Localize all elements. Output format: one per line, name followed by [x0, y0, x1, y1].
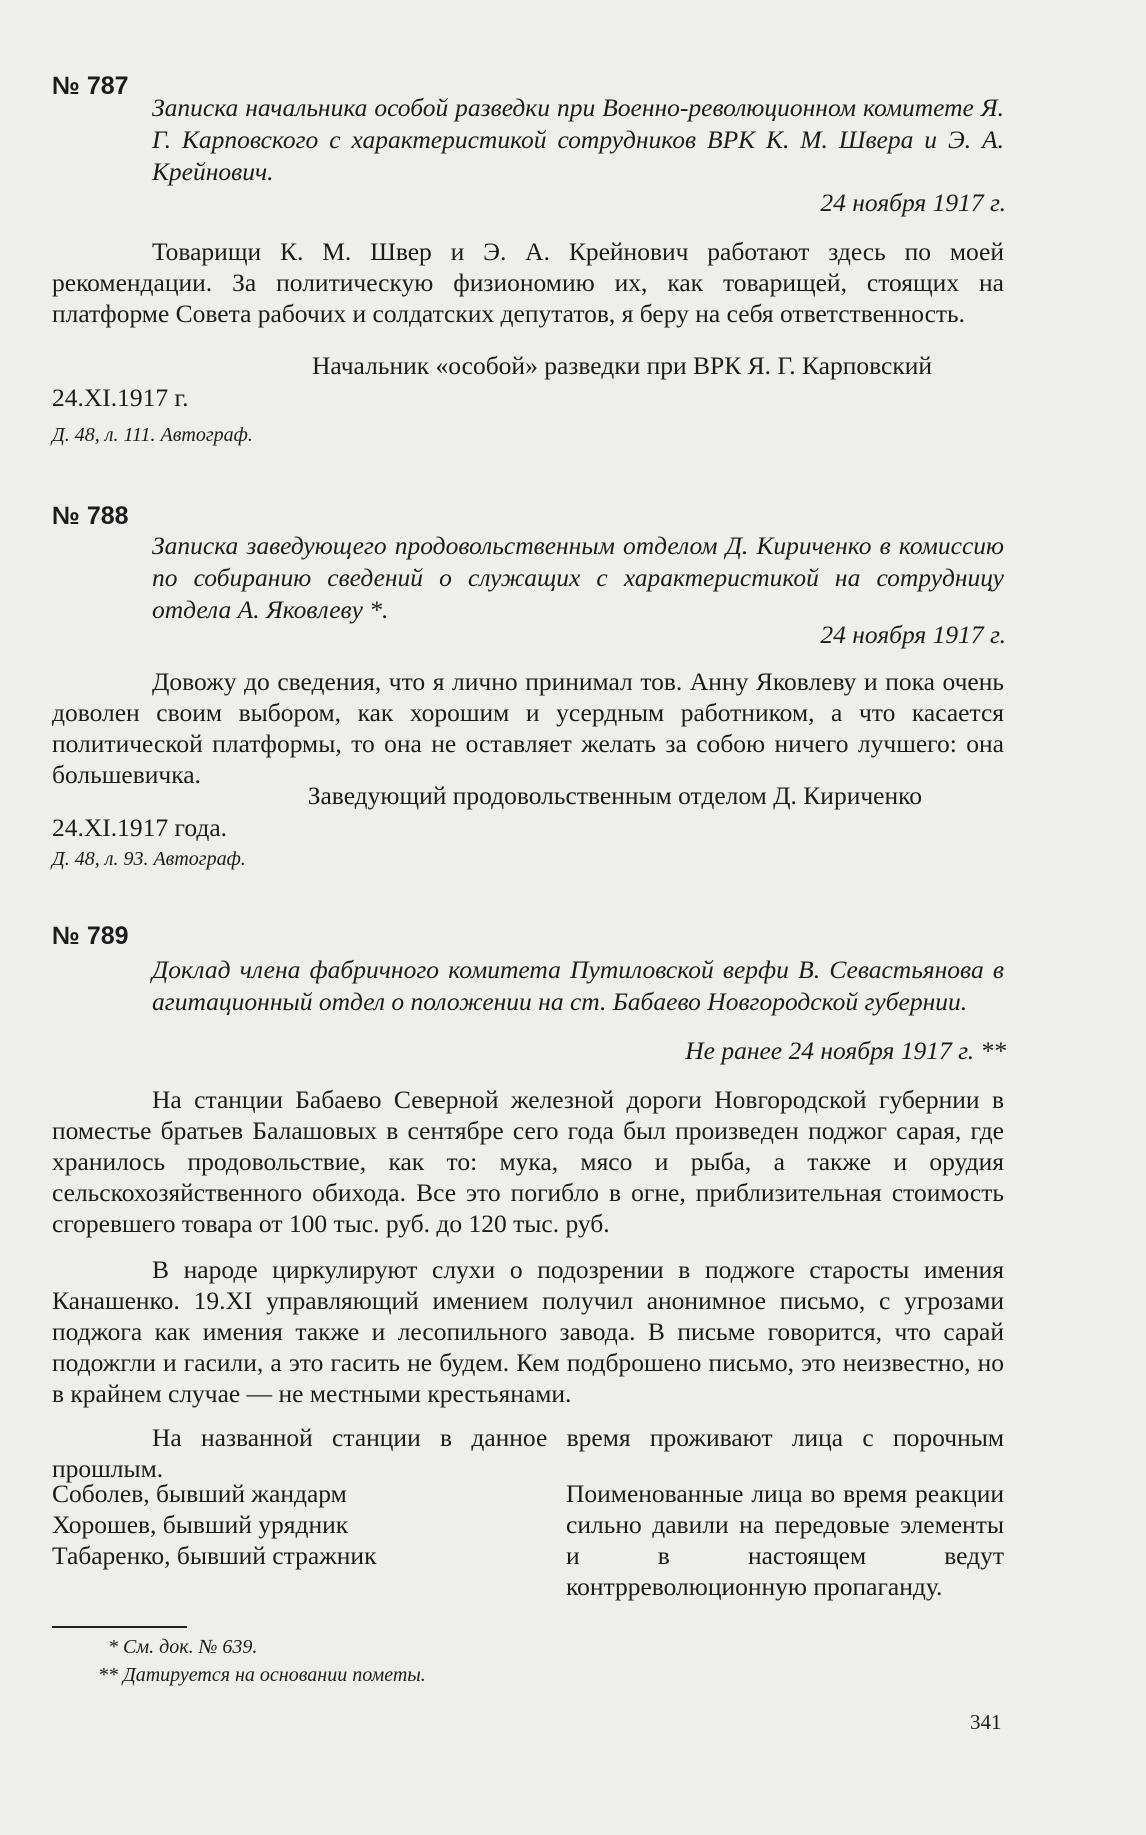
person-item: Хорошев, бывший урядник	[52, 1510, 349, 1539]
doc-788-heading: Записка заведующего продовольственным отделом Д. Кириченко в комиссию по собиранию сведений о служащих с характеристикой на сотрудницу отдела А. Яковлеву *.	[152, 531, 1004, 624]
doc-787-date: 24 ноября 1917 г.	[820, 188, 1006, 217]
doc-787-signed-date: 24.XI.1917 г.	[52, 383, 189, 412]
doc-788-date: 24 ноября 1917 г.	[820, 620, 1006, 649]
footnote-2	[98, 1664, 426, 1687]
doc-787-heading: Записка начальника особой разведки при Военно-революционном комитете Я. Г. Карповского с характеристикой сотрудников ВРК К. М. Швера и Э. А. Крейнович.	[152, 93, 1004, 186]
footnote-1	[108, 1636, 257, 1659]
person-item: Табаренко, бывший стражник	[52, 1541, 377, 1570]
doc-788-source: Д. 48, л. 93. Автограф.	[52, 848, 246, 870]
person-item: Соболев, бывший жандарм	[52, 1479, 347, 1508]
persons-list	[52, 1478, 502, 1571]
footnote-mark: **	[98, 1664, 118, 1686]
doc-789-heading: Доклад члена фабричного комитета Путиловской верфи В. Севастьянова в агитационный отдел о положении на ст. Бабаево Новгородской губернии.	[152, 955, 1004, 1016]
doc-787-signature: Начальник «особой» разведки при ВРК Я. Г. Карповский	[312, 351, 932, 380]
doc-787-text: Товарищи К. М. Швер и Э. А. Крейнович работают здесь по моей рекомендации. За политическую физиономию их, как товарищей, стоящих на платформе Совета рабочих и солдатских депутатов, я беру на себя ответственность.	[52, 237, 1004, 328]
doc-number-789: № 789	[52, 922, 129, 950]
footnote-text: См. док. № 639.	[123, 1636, 258, 1658]
doc-788-text: Довожу до сведения, что я лично принимал тов. Анну Яковлеву и пока очень доволен своим выбором, как хорошим и усердным работником, а что касается политической платформы, то она не оставляет желать за собою ничего лучшего: она большевичка.	[52, 667, 1004, 789]
doc-number-788: № 788	[52, 502, 129, 530]
doc-789-paragraph-1: На станции Бабаево Северной железной дороги Новгородской губернии в поместье братьев Балашовых в сентябре сего года был произведен поджог сарая, где хранилось продовольствие, как то: мука, мясо и рыба, а также и орудия сельскохозяйственного обихода. Все это погибло в огне, приблизительная стоимость сгоревшего товара от 100 тыс. руб. до 120 тыс. руб.	[52, 1085, 1004, 1238]
footnote-mark: *	[108, 1636, 118, 1658]
doc-788-signature: Заведующий продовольственным отделом Д. Кириченко	[307, 781, 922, 810]
doc-789-paragraph-2: В народе циркулируют слухи о подозрении в поджоге старосты имения Канашенко. 19.XI управляющий имением получил анонимное письмо, с угрозами поджога как имения также и лесопильного завода. В письме говорится, что сарай подожгли и гасили, а это гасить не будем. Кем подброшено письмо, это неизвестно, но в крайнем случае — не местными крестьянами.	[52, 1255, 1004, 1408]
doc-number-787: № 787	[52, 72, 129, 100]
doc-789-paragraph-3: На названной станции в данное время проживают лица с порочным прошлым.	[52, 1423, 1004, 1483]
footnote-text: Датируется на основании пометы.	[123, 1664, 426, 1686]
doc-787-source: Д. 48, л. 111. Автограф.	[52, 424, 253, 446]
page-number: 341	[970, 1710, 1002, 1734]
doc-788-signed-date: 24.XI.1917 года.	[52, 813, 228, 842]
doc-789-date: Не ранее 24 ноября 1917 г. **	[685, 1036, 1006, 1065]
persons-note: Поименованные лица во время реакции сильно давили на передовые элементы и в настоящем ведут контрреволюционную пропаганду.	[566, 1479, 1004, 1601]
footnote-rule	[52, 1626, 187, 1628]
